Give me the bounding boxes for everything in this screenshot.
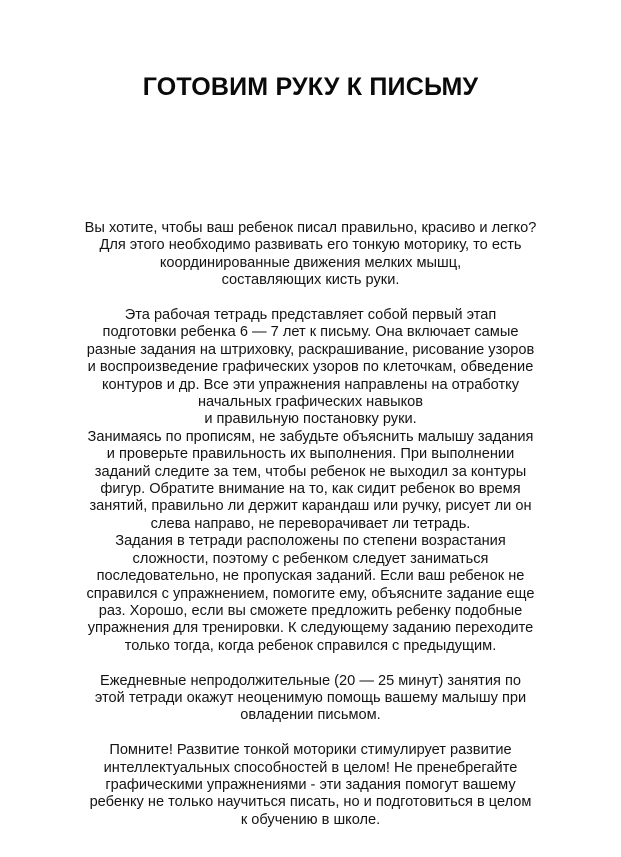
text-line: раз. Хорошо, если вы сможете предложить ребенку подобные bbox=[98, 602, 523, 619]
text-line: сложности, поэтому с ребенком следует заниматься bbox=[132, 550, 489, 567]
text-line: овладении письмом. bbox=[240, 707, 381, 724]
text-line: и проверьте правильность их выполнения. При выполнении bbox=[106, 446, 515, 463]
paragraph-reminder bbox=[40, 742, 581, 829]
page-title: ГОТОВИМ РУКУ К ПИСЬМУ bbox=[142, 72, 479, 101]
paragraph-daily-practice bbox=[40, 673, 581, 725]
text-line: только тогда, когда ребенок справился с предыдущим. bbox=[124, 637, 497, 654]
text-line: контуров и др. Все эти упражнения направлены на отработку bbox=[101, 376, 520, 393]
paragraph-workbook-description bbox=[40, 307, 581, 655]
text-line: Задания в тетради расположены по степени возрастания bbox=[115, 533, 506, 550]
text-line: последовательно, не пропуская заданий. Если ваш ребенок не bbox=[96, 568, 525, 585]
text-line: к обучению в школе. bbox=[240, 811, 381, 828]
paragraph-gap bbox=[40, 290, 581, 307]
text-line: ребенку не только научиться писать, но и подготовиться в целом bbox=[89, 794, 532, 811]
body-text bbox=[40, 220, 581, 829]
text-line: и правильную постановку руки. bbox=[204, 411, 417, 428]
paragraph-gap bbox=[40, 725, 581, 742]
text-line: графическими упражнениями - эти задания помогут вашему bbox=[105, 776, 516, 793]
text-line: Ежедневные непродолжительные (20 — 25 минут) занятия по bbox=[100, 672, 521, 689]
text-line: фигур. Обратите внимание на то, как сидит ребенок во время bbox=[100, 481, 521, 498]
text-line: слева направо, не переворачивает ли тетрадь. bbox=[150, 515, 471, 532]
text-line: этой тетради окажут неоценимую помощь вашему малышу при bbox=[94, 689, 527, 706]
text-line: Помните! Развитие тонкой моторики стимулирует развитие bbox=[109, 742, 512, 759]
paragraph-gap bbox=[40, 655, 581, 672]
paragraph-intro bbox=[40, 220, 581, 290]
text-line: интеллектуальных способностей в целом! Не пренебрегайте bbox=[103, 759, 518, 776]
text-line: координированные движения мелких мышц, bbox=[159, 254, 462, 271]
text-line: и воспроизведение графических узоров по клеточкам, обведение bbox=[87, 359, 534, 376]
text-line: составляющих кисть руки. bbox=[221, 272, 400, 289]
text-line: Эта рабочая тетрадь представляет собой первый этап bbox=[124, 307, 497, 324]
text-line: Для этого необходимо развивать его тонкую моторику, то есть bbox=[99, 237, 522, 254]
text-line: справился с упражнением, помогите ему, объясните задание еще bbox=[86, 585, 535, 602]
text-line: заданий следите за тем, чтобы ребенок не выходил за контуры bbox=[94, 463, 527, 480]
text-line: упражнения для тренировки. К следующему заданию переходите bbox=[87, 620, 534, 637]
text-line: занятий, правильно ли держит карандаш или ручку, рисует ли он bbox=[89, 498, 532, 515]
text-line: начальных графических навыков bbox=[197, 394, 424, 411]
text-line: Вы хотите, чтобы ваш ребенок писал правильно, красиво и легко? bbox=[84, 220, 537, 236]
text-line: подготовки ребенка 6 — 7 лет к письму. Она включает самые bbox=[102, 324, 519, 341]
text-line: разные задания на штриховку, раскрашивание, рисование узоров bbox=[86, 341, 535, 358]
text-line: Занимаясь по прописям, не забудьте объяснить малышу задания bbox=[87, 428, 534, 445]
